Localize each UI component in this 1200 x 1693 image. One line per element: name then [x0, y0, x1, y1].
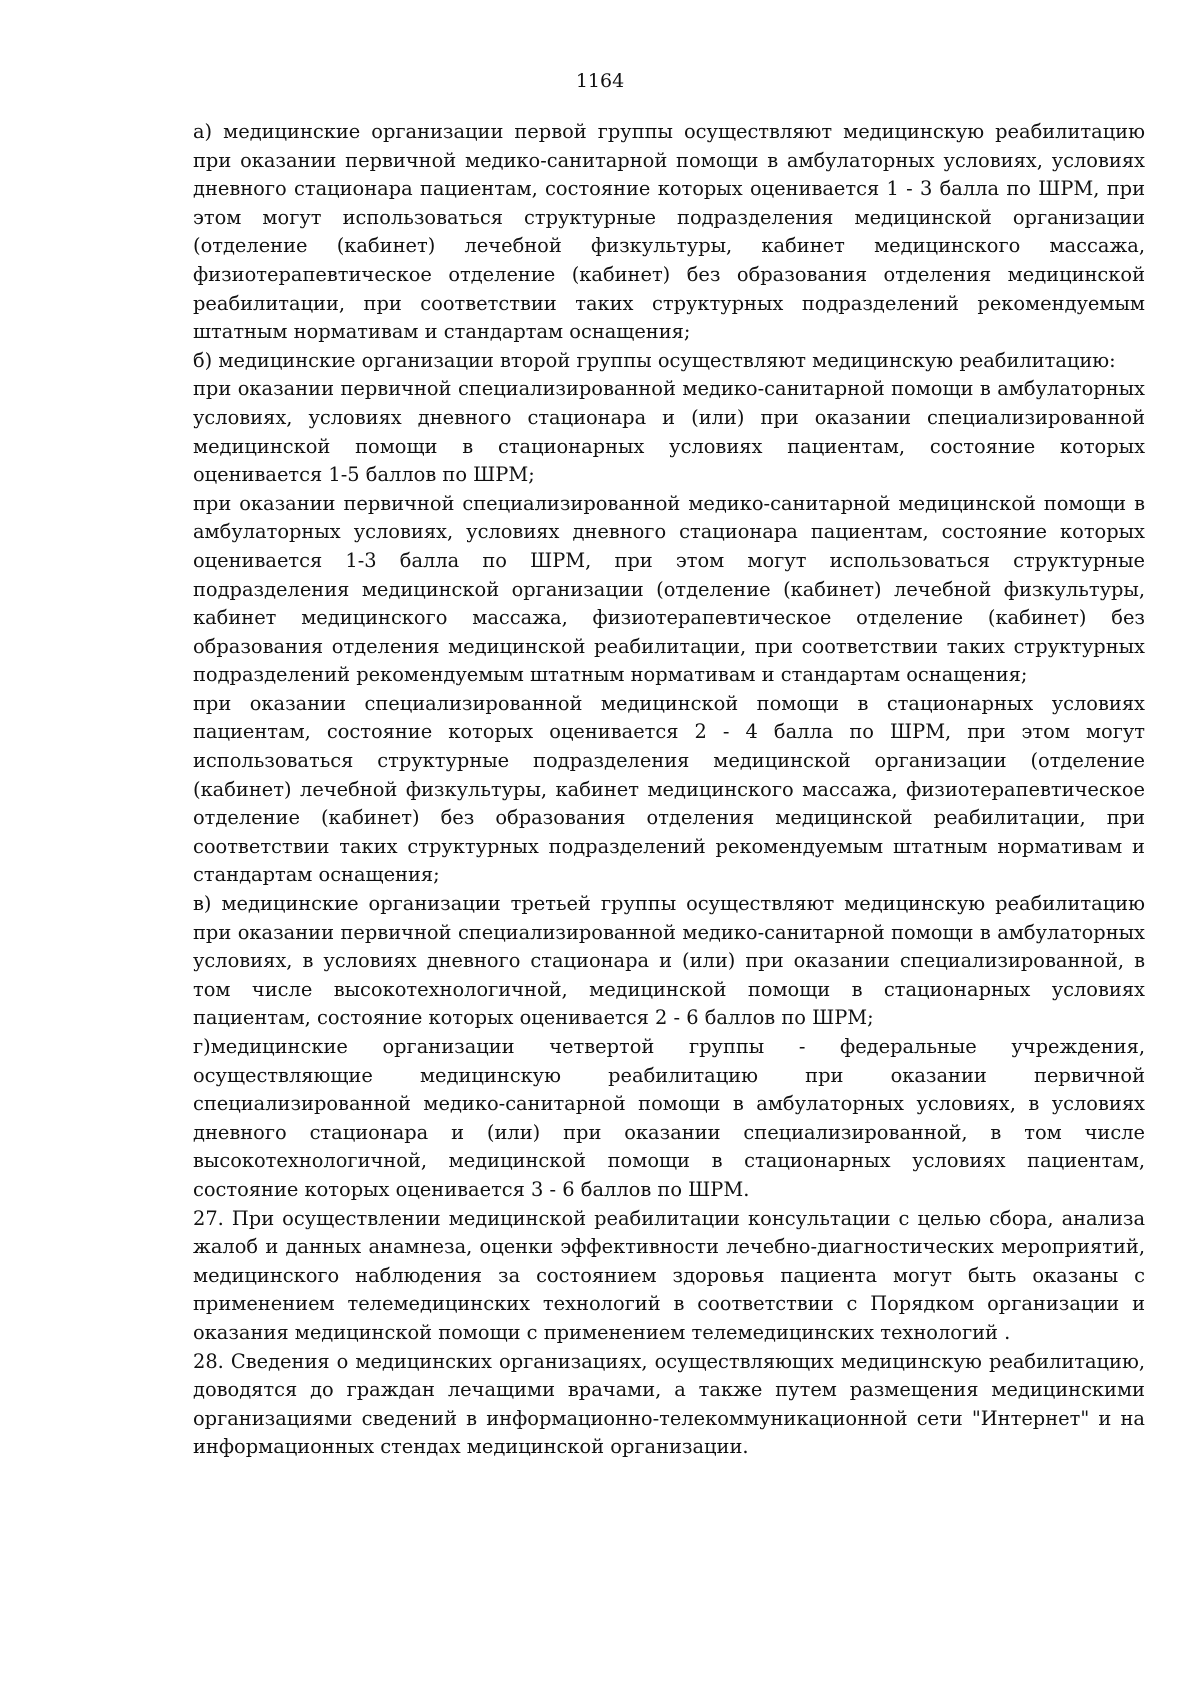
paragraph-27: 27. При осуществлении медицинской реабилитации консультации с целью сбора, анализа жалоб и данных анамнеза, оценки эффективности лечебно-диагностических мероприятий, медицинского наблюдения за состоянием здоровья пациента могут быть оказаны с применением телемедицинских технологий в соответствии с Порядком организации и оказания медицинской помощи с применением телемедицинских технологий . [193, 1206, 1145, 1344]
paragraph-item-b-inpatient: при оказании специализированной медицинской помощи в стационарных условиях пациентам, состояние которых оценивается 2 - 4 балла по ШРМ, при этом могут использоваться структурные подразделения медицинской организации (отделение (кабинет) лечебной физкультуры, кабинет медицинского массажа, физиотерапевтическое отделение (кабинет) без образования отделения медицинской реабилитации, при соответствии таких структурных подразделений рекомендуемым штатным нормативам и стандартам оснащения; [193, 691, 1145, 887]
paragraph-item-g: г)медицинские организации четвертой группы - федеральные учреждения, осуществляющие медицинскую реабилитацию при оказании первичной специализированной медико-санитарной помощи в амбулаторных условиях, в условиях дневного стационара и (или) при оказании специализированной, в том числе высокотехнологичной, медицинской помощи в стационарных условиях пациентам, состояние которых оценивается 3 - 6 баллов по ШРМ. [193, 1035, 1145, 1201]
paragraph-28: 28. Сведения о медицинских организациях, осуществляющих медицинскую реабилитацию, доводятся до граждан лечащими врачами, а также путем размещения медицинскими организациями сведений в информационно-телекоммуникационной сети "Интернет" и на информационных стендах медицинской организации. [193, 1349, 1145, 1459]
paragraph-item-b-outpatient: при оказании первичной специализированной медико-санитарной медицинской помощи в амбулаторных условиях, условиях дневного стационара пациентам, состояние которых оценивается 1-3 балла по ШРМ, при этом могут использоваться структурные подразделения медицинской организации (отделение (кабинет) лечебной физкультуры, кабинет медицинского массажа, физиотерапевтическое отделение (кабинет) без образования отделения медицинской реабилитации, при соответствии таких структурных подразделений рекомендуемым штатным нормативам и стандартам оснащения; [193, 491, 1145, 687]
paragraph-item-a: а) медицинские организации первой группы осуществляют медицинскую реабилитацию при оказании первичной медико-санитарной помощи в амбулаторных условиях, условиях дневного стационара пациентам, состояние которых оценивается 1 - 3 балла по ШРМ, при этом могут использоваться структурные подразделения медицинской организации (отделение (кабинет) лечебной физкультуры, кабинет медицинского массажа, физиотерапевтическое отделение (кабинет) без образования отделения медицинской реабилитации, при соответствии таких структурных подразделений рекомендуемым штатным нормативам и стандартам оснащения; [193, 120, 1145, 344]
page-number: 1164 [575, 70, 625, 92]
document-body [193, 118, 1145, 1462]
paragraph-item-v: в) медицинские организации третьей группы осуществляют медицинскую реабилитацию при оказании первичной специализированной медико-санитарной помощи в амбулаторных условиях, в условиях дневного стационара и (или) при оказании специализированной, в том числе высокотехнологичной, медицинской помощи в стационарных условиях пациентам, состояние которых оценивается 2 - 6 баллов по ШРМ; [193, 892, 1145, 1030]
paragraph-item-b: б) медицинские организации второй группы осуществляют медицинскую реабилитацию: [193, 348, 1116, 372]
paragraph-item-b-primary: при оказании первичной специализированной медико-санитарной помощи в амбулаторных условиях, условиях дневного стационара и (или) при оказании специализированной медицинской помощи в стационарных условиях пациентам, состояние которых оценивается 1-5 баллов по ШРМ; [193, 377, 1145, 487]
